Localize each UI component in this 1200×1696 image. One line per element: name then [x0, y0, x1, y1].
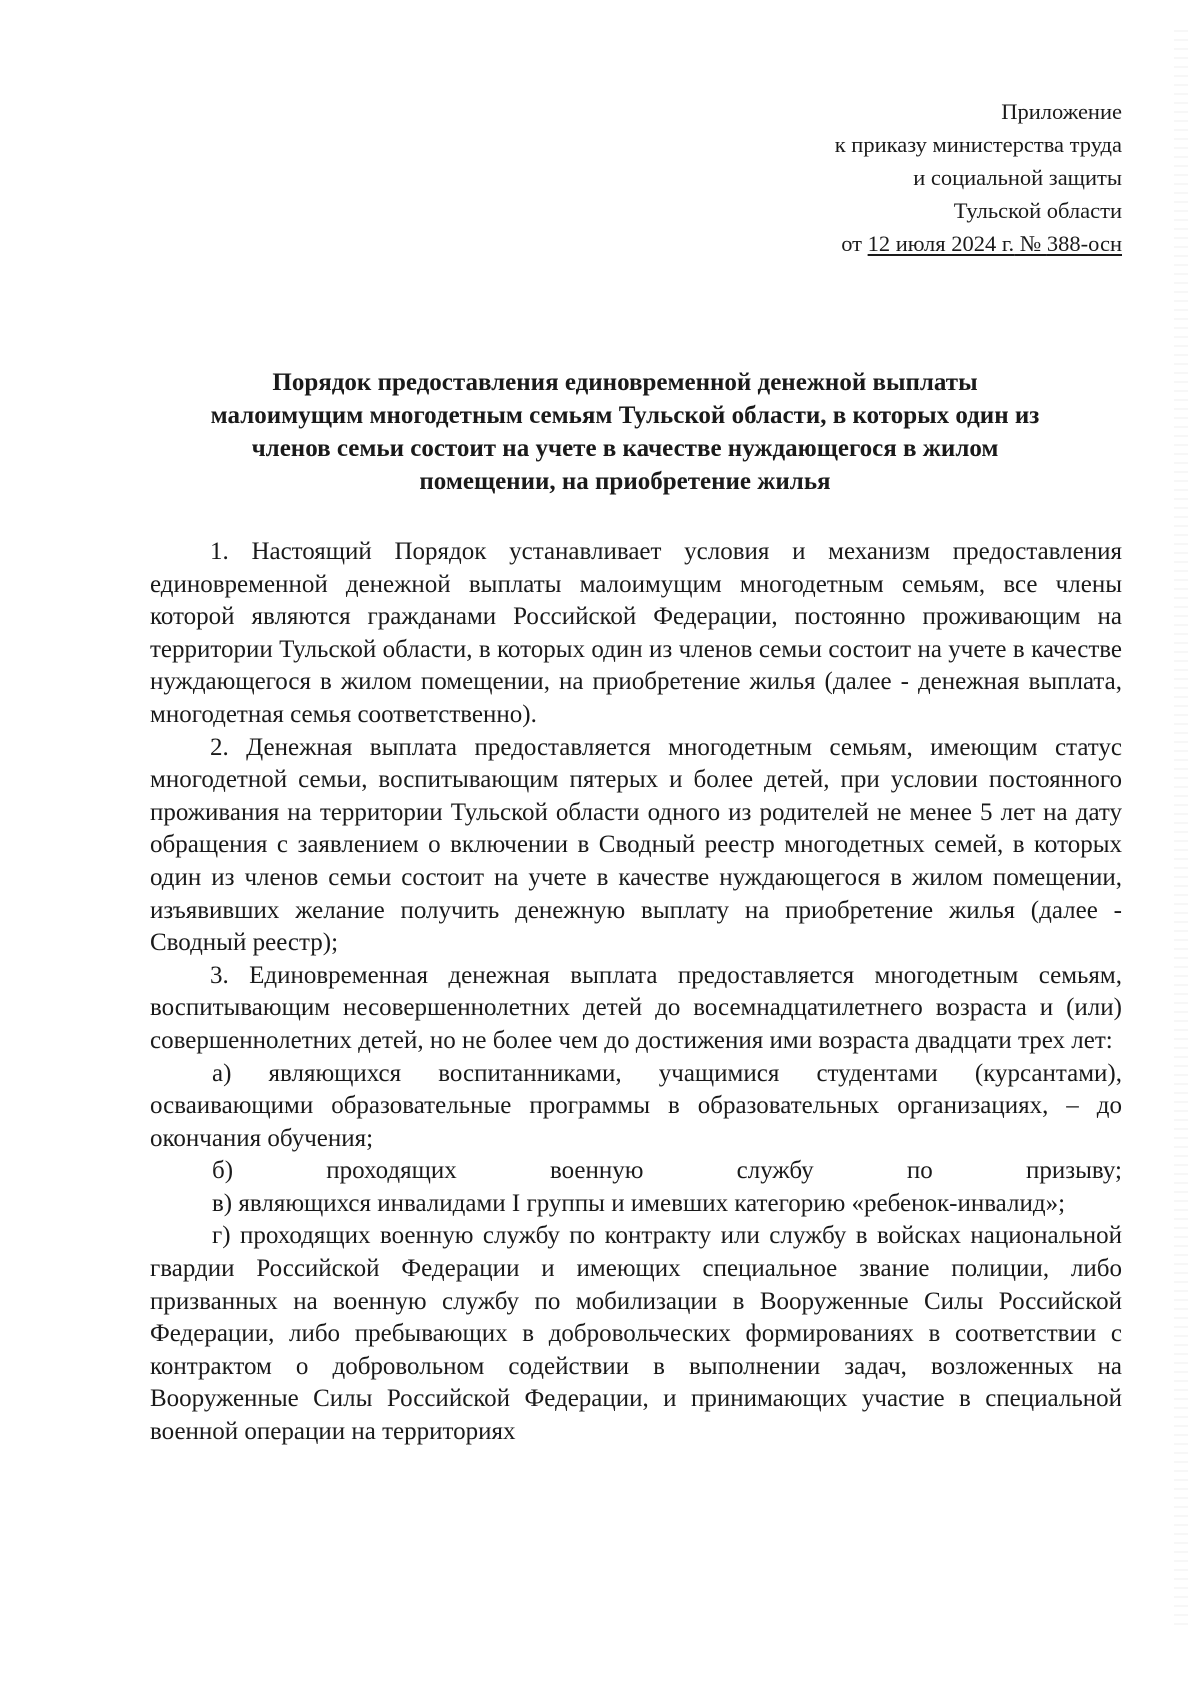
title-line-1: Порядок предоставления единовременной денежной выплаты [272, 369, 978, 396]
subparagraph-g: г) проходящих военную службу по контракту или службу в войсках национальной гвардии Российской Федерации и имеющих специальное звание полиции, либо призванных на военную службу по мобилизации в Вооруженные Силы Российской Федерации, либо пребывающих в добровольческих формированиях в соответствии с контрактом о добровольном содействии в выполнении задач, возложенных на Вооруженные Силы Российской Федерации, и принимающих участие в специальной военной операции на территориях [150, 1222, 1122, 1446]
title-line-2: малоимущим многодетным семьям Тульской области, в которых один из [210, 402, 1040, 429]
subparagraph-b-word: по [906, 1157, 933, 1185]
order-reference: к приказу министерства труда [834, 132, 1122, 157]
subparagraph-b [150, 1155, 1122, 1188]
document-body [150, 536, 1122, 1449]
subparagraph-b-word: проходящих [326, 1157, 457, 1185]
order-date: 12 июля 2024 г. [867, 231, 1015, 256]
subparagraph-v: в) являющихся инвалидами I группы и имевших категорию «ребенок-инвалид»; [212, 1189, 1066, 1217]
subparagraph-b-word: военную [549, 1157, 644, 1185]
subparagraph-b-word: призыву; [1025, 1157, 1122, 1185]
paragraph-1: 1. Настоящий Порядок устанавливает условия и механизм предоставления единовременной денежной выплаты малоимущим многодетным семьям, все члены которой являются гражданами Российской Федерации, постоянно проживающим на территории Тульской области, в которых один из членов семьи состоит на учете в качестве нуждающегося в жилом помещении, на приобретение жилья (далее - денежная выплата, многодетная семья соответственно). [150, 538, 1122, 728]
ministry-name: и социальной защиты [913, 165, 1122, 190]
date-prefix: от [841, 231, 868, 256]
subparagraph-b-word: б) [212, 1157, 234, 1185]
appendix-header [602, 95, 1122, 260]
region-name: Тульской области [953, 198, 1122, 223]
subparagraph-b-word: службу [736, 1157, 814, 1185]
scan-edge-artifact [1174, 30, 1188, 1630]
document-title [130, 366, 1120, 498]
appendix-label: Приложение [1001, 99, 1122, 124]
subparagraph-a: а) являющихся воспитанниками, учащимися студентами (курсантами), осваивающими образовательные программы в образовательных организациях, – до окончания обучения; [150, 1059, 1122, 1152]
order-number: 388-осн [1046, 231, 1122, 256]
number-prefix: № [1014, 231, 1047, 256]
order-date-number [602, 227, 1122, 260]
title-line-4: помещении, на приобретение жилья [419, 468, 831, 495]
paragraph-2: 2. Денежная выплата предоставляется многодетным семьям, имеющим статус многодетной семьи, воспитывающим пятерых и более детей, при условии постоянного проживания на территории Тульской области одного из родителей не менее 5 лет на дату обращения с заявлением о включении в Сводный реестр многодетных семей, в которых один из членов семьи состоит на учете в качестве нуждающегося в жилом помещении, изъявивших желание получить денежную выплату на приобретение жилья (далее - Сводный реестр); [150, 733, 1122, 957]
title-line-3: членов семьи состоит на учете в качестве нуждающегося в жилом [251, 435, 999, 462]
paragraph-3: 3. Единовременная денежная выплата предоставляется многодетным семьям, воспитывающим несовершеннолетних детей до восемнадцатилетнего возраста и (или) совершеннолетних детей, но не более чем до достижения ими возраста двадцати трех лет: [150, 961, 1122, 1054]
